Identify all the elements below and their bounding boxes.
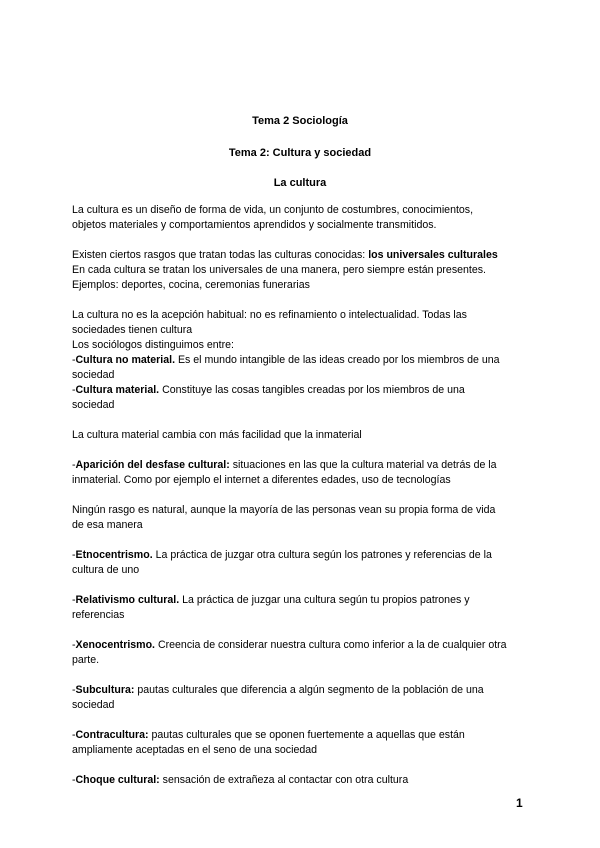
document-subtitle: Tema 2: Cultura y sociedad [228,147,372,159]
paragraph-line: objetos materiales y comportamientos aprendidos y socialmente transmitidos. [72,219,437,231]
bold-term: los universales culturales [368,249,498,261]
definition-line: parte. [72,654,100,666]
definition-line: -Etnocentrismo. La práctica de juzgar otra cultura según los patrones y referencias de la [72,549,492,561]
definition-line: -Choque cultural: sensación de extrañeza al contactar con otra cultura [72,774,409,786]
definition-line: -Subcultura: pautas culturales que diferencia a algún segmento de la población de una [72,684,484,696]
definition-line: sociedad [72,399,115,411]
definition-line: cultura de uno [72,564,140,576]
bold-term: Cultura material. [75,384,160,396]
definition-line: -Aparición del desfase cultural: situaciones en las que la cultura material va detrás de la [72,459,497,471]
bold-term: Aparición del desfase cultural: [75,459,230,471]
paragraph-line: sociedades tienen cultura [72,324,193,336]
paragraph-line: de esa manera [72,519,143,531]
bold-term: Cultura no material. [75,354,176,366]
definition-line: -Relativismo cultural. La práctica de juzgar una cultura según tu propios patrones y [72,594,470,606]
definition-line: referencias [72,609,125,621]
paragraph-line: Existen ciertos rasgos que tratan todas las culturas conocidas: los universales culturales [72,249,498,261]
paragraph-line: Los sociólogos distinguimos entre: [72,339,234,351]
definition-line: ampliamente aceptadas en el seno de una sociedad [72,744,318,756]
bold-term: Xenocentrismo. [75,639,156,651]
document-body [72,203,532,788]
definition-line: inmaterial. Como por ejemplo el internet a diferentes edades, uso de tecnologías [72,474,451,486]
bold-term: Contracultura: [75,729,149,741]
paragraph-line: La cultura es un diseño de forma de vida, un conjunto de costumbres, conocimientos, [72,204,474,216]
section-heading: La cultura [273,177,327,189]
paragraph-line: Ningún rasgo es natural, aunque la mayoría de las personas vean su propia forma de vida [72,504,496,516]
paragraph-line: La cultura material cambia con más facilidad que la inmaterial [72,429,362,441]
document-title: Tema 2 Sociología [252,115,348,127]
bold-term: Subcultura: [75,684,135,696]
paragraph-line: La cultura no es la acepción habitual: no es refinamiento o intelectualidad. Todas las [72,309,467,321]
definition-line: -Cultura no material. Es el mundo intangible de las ideas creado por los miembros de una [72,354,500,366]
definition-line: -Xenocentrismo. Creencia de considerar nuestra cultura como inferior a la de cualquier otra [72,639,507,651]
definition-line: sociedad [72,369,115,381]
definition-line: sociedad [72,699,115,711]
bold-term: Relativismo cultural. [75,594,180,606]
bold-term: Choque cultural: [75,774,160,786]
definition-line: -Contracultura: pautas culturales que se oponen fuertemente a aquellas que están [72,729,465,741]
definition-line: -Cultura material. Constituye las cosas tangibles creadas por los miembros de una [72,384,465,396]
paragraph-line: En cada cultura se tratan los universales de una manera, pero siempre están presentes. [72,264,486,276]
paragraph-line: Ejemplos: deportes, cocina, ceremonias funerarias [72,279,310,291]
page-number: 1 [516,796,523,810]
bold-term: Etnocentrismo. [75,549,153,561]
